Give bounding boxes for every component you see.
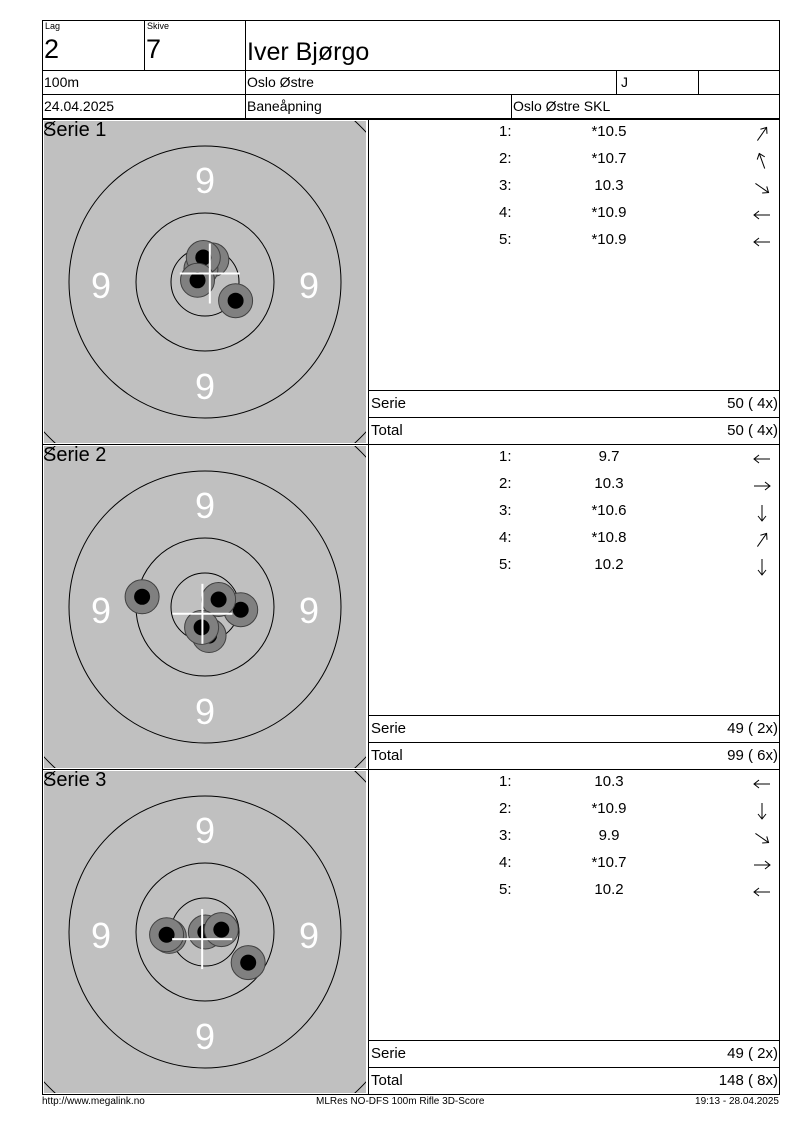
shot-row <box>369 176 781 203</box>
shot-value: 9.9 <box>598 827 620 844</box>
direction-arrow-icon <box>751 206 773 224</box>
total-summary <box>369 742 780 770</box>
shot-row <box>369 474 781 501</box>
serie-block <box>42 769 780 1095</box>
club-cell <box>245 70 617 95</box>
direction-arrow-icon <box>751 558 773 576</box>
target-view <box>44 121 366 443</box>
shot-center <box>211 592 227 608</box>
total-summary-label: Total <box>371 422 403 439</box>
shot-index: 5: <box>499 231 512 248</box>
event-cell <box>245 94 512 119</box>
total-summary <box>369 1067 780 1095</box>
shot-value: 9.7 <box>598 448 620 465</box>
shot-center <box>159 927 175 943</box>
serie-summary <box>369 390 780 418</box>
extra-cell <box>698 70 780 95</box>
shot-row <box>369 555 781 582</box>
direction-arrow-icon <box>751 125 773 143</box>
serie-summary-value: 50 ( 4x) <box>727 395 778 412</box>
shot-row <box>369 853 781 880</box>
shot-value: *10.9 <box>591 231 627 248</box>
direction-arrow-icon <box>751 477 773 495</box>
serie-summary-value: 49 ( 2x) <box>727 1045 778 1062</box>
ring-label: 9 <box>194 485 216 526</box>
shot-center <box>240 955 256 971</box>
lag-label: Lag <box>45 21 61 31</box>
ring-label: 9 <box>194 1016 216 1057</box>
serie-block <box>42 444 780 770</box>
total-summary-label: Total <box>371 1072 403 1089</box>
shot-index: 4: <box>499 854 512 871</box>
serie-summary <box>369 1040 780 1068</box>
shot-index: 2: <box>499 800 512 817</box>
shot-row <box>369 447 781 474</box>
shot-list <box>368 770 780 1094</box>
event: Baneåpning <box>247 98 322 114</box>
shot-value: *10.7 <box>591 854 627 871</box>
shot-row <box>369 799 781 826</box>
distance: 100m <box>44 74 80 90</box>
target-view <box>44 771 366 1093</box>
direction-arrow-icon <box>751 802 773 820</box>
shot-list <box>368 120 780 444</box>
ring-label: 9 <box>298 265 320 306</box>
shot-index: 4: <box>499 204 512 221</box>
class: J <box>621 74 628 90</box>
shot-index: 3: <box>499 827 512 844</box>
serie-title: Serie 3 <box>43 769 107 791</box>
target-svg <box>44 771 366 1093</box>
shot-row <box>369 149 781 176</box>
direction-arrow-icon <box>751 233 773 251</box>
shot-row <box>369 122 781 149</box>
shot-list <box>368 445 780 769</box>
shot-index: 4: <box>499 529 512 546</box>
serie-title: Serie 2 <box>43 444 107 466</box>
direction-arrow-icon <box>751 450 773 468</box>
shot-row <box>369 528 781 555</box>
footer-program: MLRes NO-DFS 100m Rifle 3D-Score <box>316 1096 485 1107</box>
ring-label: 9 <box>90 265 112 306</box>
direction-arrow-icon <box>751 829 773 847</box>
total-summary-label: Total <box>371 747 403 764</box>
serie-title: Serie 1 <box>43 119 107 141</box>
lag-cell <box>42 20 145 71</box>
skive-cell <box>144 20 246 71</box>
shot-center <box>190 272 206 288</box>
shot-index: 2: <box>499 475 512 492</box>
direction-arrow-icon <box>751 775 773 793</box>
shot-index: 2: <box>499 150 512 167</box>
name-cell <box>245 20 780 71</box>
date: 24.04.2025 <box>44 98 115 114</box>
shot-value: 10.3 <box>594 177 624 194</box>
shot-value: 10.3 <box>594 475 624 492</box>
shot-center <box>134 589 150 605</box>
shot-row <box>369 826 781 853</box>
club: Oslo Østre <box>247 74 314 90</box>
direction-arrow-icon <box>751 152 773 170</box>
ring-label: 9 <box>90 590 112 631</box>
serie-summary-label: Serie <box>371 1045 407 1062</box>
shot-index: 1: <box>499 448 512 465</box>
serie-summary-label: Serie <box>371 395 407 412</box>
shot-row <box>369 772 781 799</box>
total-summary-value: 50 ( 4x) <box>727 422 778 439</box>
skive-label: Skive <box>147 21 170 31</box>
target-svg <box>44 446 366 768</box>
shot-value: *10.9 <box>591 800 627 817</box>
shot-center <box>228 293 244 309</box>
ring-label: 9 <box>298 590 320 631</box>
skive-value: 7 <box>146 34 162 64</box>
shot-index: 1: <box>499 773 512 790</box>
footer-url[interactable]: http://www.megalink.no <box>42 1096 145 1107</box>
shot-value: *10.8 <box>591 529 627 546</box>
direction-arrow-icon <box>751 856 773 874</box>
class-cell <box>616 70 699 95</box>
ring-label: 9 <box>194 810 216 851</box>
footer-timestamp: 19:13 - 28.04.2025 <box>695 1096 779 1107</box>
serie-summary-value: 49 ( 2x) <box>727 720 778 737</box>
serie-summary-label: Serie <box>371 720 407 737</box>
shot-row <box>369 203 781 230</box>
total-summary-value: 99 ( 6x) <box>727 747 778 764</box>
ring-label: 9 <box>298 915 320 956</box>
shot-value: 10.2 <box>594 556 624 573</box>
target-svg <box>44 121 366 443</box>
shot-index: 1: <box>499 123 512 140</box>
lag-value: 2 <box>44 34 60 64</box>
direction-arrow-icon <box>751 179 773 197</box>
ring-label: 9 <box>194 366 216 407</box>
shot-value: *10.9 <box>591 204 627 221</box>
organizer-cell <box>511 94 780 119</box>
serie-summary <box>369 715 780 743</box>
target-view <box>44 446 366 768</box>
direction-arrow-icon <box>751 883 773 901</box>
shot-index: 5: <box>499 881 512 898</box>
shot-value: 10.2 <box>594 881 624 898</box>
shot-index: 3: <box>499 502 512 519</box>
ring-label: 9 <box>90 915 112 956</box>
shot-row <box>369 230 781 257</box>
distance-cell <box>42 70 246 95</box>
shot-value: *10.7 <box>591 150 627 167</box>
shot-index: 5: <box>499 556 512 573</box>
date-cell <box>42 94 246 119</box>
organizer: Oslo Østre SKL <box>513 98 611 114</box>
ring-label: 9 <box>194 160 216 201</box>
shot-value: *10.5 <box>591 123 627 140</box>
serie-block <box>42 119 780 445</box>
shooter-name: Iver Bjørgo <box>247 38 370 66</box>
shot-row <box>369 880 781 907</box>
direction-arrow-icon <box>751 504 773 522</box>
direction-arrow-icon <box>751 531 773 549</box>
shot-value: *10.6 <box>591 502 627 519</box>
shot-center <box>213 922 229 938</box>
total-summary-value: 148 ( 8x) <box>718 1072 778 1089</box>
shot-index: 3: <box>499 177 512 194</box>
total-summary <box>369 417 780 445</box>
ring-label: 9 <box>194 691 216 732</box>
shot-value: 10.3 <box>594 773 624 790</box>
shot-row <box>369 501 781 528</box>
